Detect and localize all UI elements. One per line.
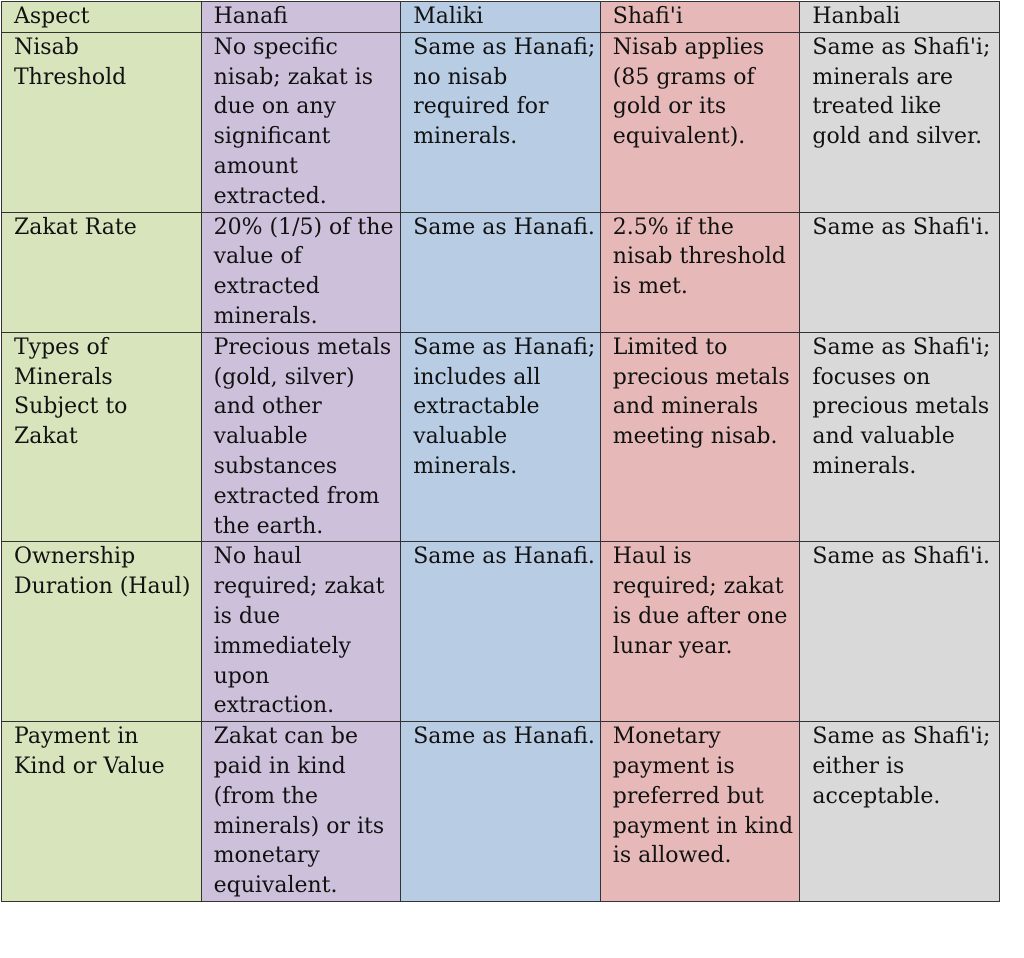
cell-aspect: Nisab Threshold (2, 32, 202, 212)
table-row (2, 542, 1000, 722)
header-hanafi: Hanafi (201, 2, 401, 33)
cell-hanbali: Same as Shafi'i; focuses on precious metals and valuable minerals. (800, 332, 1000, 542)
cell-maliki: Same as Hanafi; includes all extractable valuable minerals. (401, 332, 601, 542)
cell-shafii: 2.5% if the nisab threshold is met. (600, 212, 800, 332)
cell-hanafi: Zakat can be paid in kind (from the minerals) or its monetary equivalent. (201, 722, 401, 902)
cell-maliki: Same as Hanafi; no nisab required for minerals. (401, 32, 601, 212)
cell-hanbali: Same as Shafi'i. (800, 212, 1000, 332)
cell-hanafi: No haul required; zakat is due immediately upon extraction. (201, 542, 401, 722)
table-row (2, 332, 1000, 542)
cell-hanafi: No specific nisab; zakat is due on any significant amount extracted. (201, 32, 401, 212)
cell-shafii: Nisab applies (85 grams of gold or its equivalent). (600, 32, 800, 212)
cell-maliki: Same as Hanafi. (401, 542, 601, 722)
header-aspect: Aspect (2, 2, 202, 33)
header-hanbali: Hanbali (800, 2, 1000, 33)
table-row (2, 212, 1000, 332)
comparison-table (1, 1, 1000, 902)
cell-maliki: Same as Hanafi. (401, 722, 601, 902)
cell-hanbali: Same as Shafi'i; either is acceptable. (800, 722, 1000, 902)
cell-hanbali: Same as Shafi'i; minerals are treated like gold and silver. (800, 32, 1000, 212)
table-row (2, 32, 1000, 212)
cell-shafii: Limited to precious metals and minerals meeting nisab. (600, 332, 800, 542)
cell-hanbali: Same as Shafi'i. (800, 542, 1000, 722)
header-shafii: Shafi'i (600, 2, 800, 33)
cell-aspect: Payment in Kind or Value (2, 722, 202, 902)
cell-aspect: Zakat Rate (2, 212, 202, 332)
cell-shafii: Haul is required; zakat is due after one lunar year. (600, 542, 800, 722)
cell-aspect: Ownership Duration (Haul) (2, 542, 202, 722)
cell-hanafi: Precious metals (gold, silver) and other valuable substances extracted from the earth. (201, 332, 401, 542)
table-row (2, 722, 1000, 902)
cell-aspect: Types of Minerals Subject to Zakat (2, 332, 202, 542)
cell-maliki: Same as Hanafi. (401, 212, 601, 332)
header-maliki: Maliki (401, 2, 601, 33)
header-row (2, 2, 1000, 33)
cell-shafii: Monetary payment is preferred but payment in kind is allowed. (600, 722, 800, 902)
cell-hanafi: 20% (1/5) of the value of extracted minerals. (201, 212, 401, 332)
